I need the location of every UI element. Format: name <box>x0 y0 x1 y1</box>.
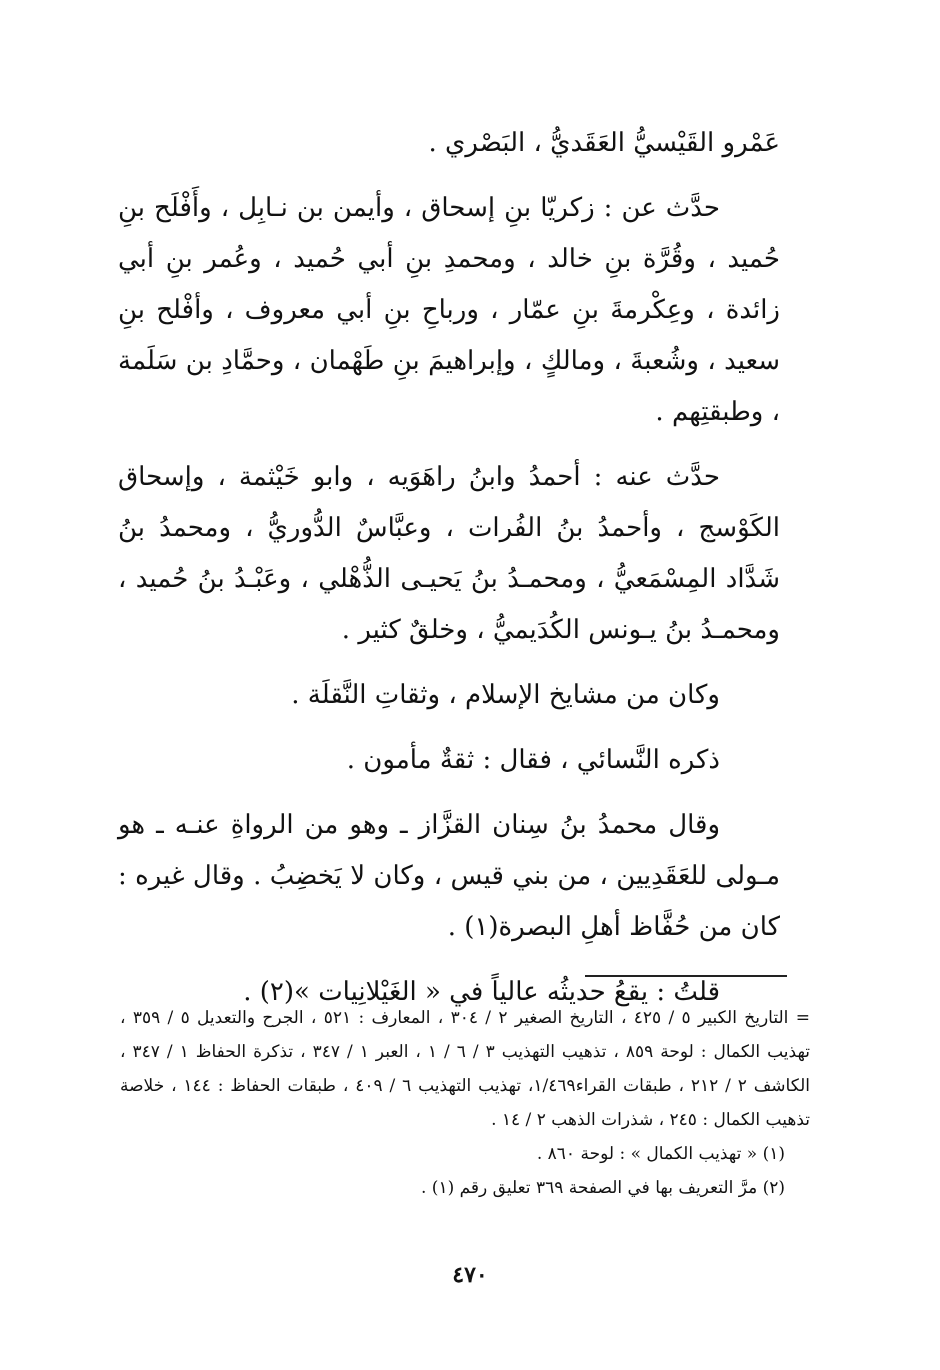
page-number-container <box>0 1262 940 1288</box>
qazzaz-paragraph: وقال محمدُ بنُ سِنان القزَّاز ـ وهو من الرواةِ عنـه ـ هو مـولى للعَقَدِيين ، من بني قيس ، وكان لا يَخضِبُ . وقال غيره : كان من حُفَّاظ أهلِ البصرة(١) . <box>118 810 780 942</box>
main-text <box>118 118 780 1018</box>
biography-heading-line: عَمْرو القَيْسيُّ العَقَديُّ ، البَصْري . <box>428 128 780 158</box>
students-paragraph: حدَّث عنه : أحمدُ وابنُ راهَوَيه ، وابو خَيْثمة ، وإسحاق الكَوْسج ، وأحمدُ بنُ الفُرات ، وعبَّاسٌ الدُّوريُّ ، ومحمدُ بنُ شَدَّاد المِسْمَعيُّ ، ومحمـدُ بنُ يَحيـى الذُّهْلي ، وعَبْـدُ بنُ حُميد ، ومحمـدُ بنُ يـونس الكُدَيميُّ ، وخلقٌ كثير . <box>118 462 780 645</box>
nasai-paragraph: ذكره النَّسائي ، فقال : ثقةٌ مأمون . <box>346 745 720 775</box>
status-paragraph: وكان من مشايخ الإسلام ، وثقاتِ النَّقلَة . <box>291 680 720 710</box>
teachers-paragraph: حدَّث عن : زكريّا بنِ إسحاق ، وأيمن بن نـابِل ، وأَفْلَح بنِ حُميد ، وقُرَّة بنِ خالد ، ومحمدِ بنِ أبي حُميد ، وعُمر بنِ أبي زائدة ، وعِكْرمةَ بنِ عمّار ، ورباحِ بنِ أبي معروف ، وأفْلح بنِ سعيد ، وشُعبةَ ، ومالكٍ ، وإبراهيمَ بنِ طَهْمان ، وحمَّادِ بن سَلَمة ، وطبقتِهم . <box>118 193 780 427</box>
footnote-continuation: = التاريخ الكبير ٥ / ٤٢٥ ، التاريخ الصغير ٢ / ٣٠٤ ، المعارف : ٥٢١ ، الجرح والتعديل ٥ / ٣٥٩ ، تهذيب الكمال : لوحة ٨٥٩ ، تذهيب التهذيب ٣ / ٦ / ١ ، العبر ١ / ٣٤٧ ، تذكرة الحفاظ ١ / ٣٤٧ ، الكاشف ٢ / ٢١٢ ، طبقات القراء١/٤٦٩، تهذيب التهذيب ٦ / ٤٠٩ ، طبقات الحفاظ : ١٤٤ ، خلاصة تذهيب الكمال : ٢٤٥ ، شذرات الذهب ٢ / ١٤ . <box>120 1008 811 1130</box>
footnote-2: (٢) مرَّ التعريف بها في الصفحة ٣٦٩ تعليق رقم (١) . <box>420 1178 785 1198</box>
page-number: ٤٧٠ <box>452 1262 488 1288</box>
footnotes <box>120 1001 810 1205</box>
footnote-1: (١) « تهذيب الكمال » : لوحة ٨٦٠ . <box>536 1144 785 1164</box>
author-remark-paragraph: قلتُ : يقعُ حديثُه عالياً في « الغَيْلانِيات »(٢) . <box>243 977 720 1007</box>
footnote-divider <box>585 975 787 977</box>
